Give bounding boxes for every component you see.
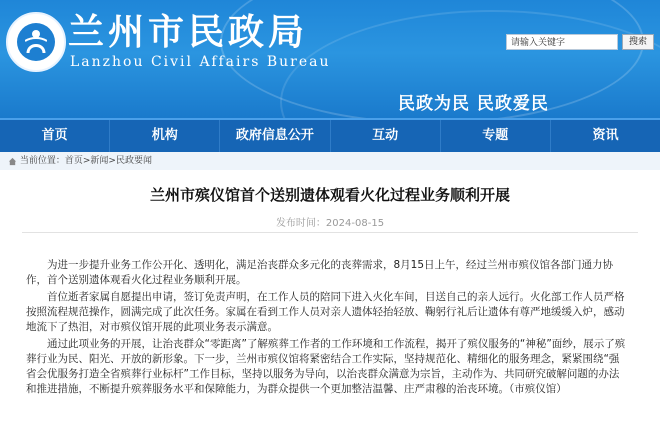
breadcrumb bbox=[0, 152, 660, 170]
site-title[interactable]: 兰州市民政局 bbox=[68, 11, 309, 53]
article-title: 兰州市殡仪馆首个送别遗体观看火化过程业务顺利开展 bbox=[149, 186, 510, 204]
bureau-logo-icon[interactable] bbox=[6, 12, 66, 72]
article-paragraph: 通过此项业务的开展，让治丧群众“零距离”了解殡葬工作者的工作环境和工作流程，揭开了殡仪服务的“神秘”面纱，展示了殡葬行业为民、阳光、开放的新形象。下一步，兰州市殡仪馆将紧密结合工作实际，坚持规范化、精细化的服务理念，紧紧围绕“强省会优服务打造全省殡葬行业标杆”工作目标，坚持以服务为导向，以治丧群众满意为宗旨，主动作为、共同研究破解问题的办法和推进措施，不断提升殡葬服务水平和保障能力，为群众提供一个更加整洁温馨、庄严肃穆的治丧环境。（市殡仪馆） bbox=[26, 338, 626, 395]
logo-figure-icon bbox=[25, 29, 47, 55]
article-body bbox=[26, 258, 626, 399]
search-button[interactable]: 搜索 bbox=[622, 34, 654, 50]
home-icon bbox=[8, 157, 17, 166]
article-paragraph: 首位逝者家属自愿提出申请，签订免责声明，在工作人员的陪同下进入火化车间，目送自己的亲人远行。火化部工作人员严格按照流程规范操作，圆满完成了此次任务。家属在看到工作人员对亲人遗体轻抬轻放、鞠躬行礼后让遗体有尊严地缓缓入炉，感动地流下了热泪，对市殡仪馆开展的此项业务表示满意。 bbox=[26, 291, 625, 333]
slogan: 民政为民 民政爱民 bbox=[398, 94, 549, 114]
nav-item-news[interactable]: 资讯 bbox=[592, 128, 619, 143]
nav-item-organization[interactable]: 机构 bbox=[110, 120, 220, 152]
search-input[interactable]: 请输入关键字 bbox=[506, 34, 618, 50]
nav-item-interaction[interactable]: 互动 bbox=[331, 120, 441, 152]
article-date: 发布时间：2024-08-15 bbox=[275, 218, 385, 229]
breadcrumb-prefix: 当前位置： bbox=[19, 156, 65, 166]
divider bbox=[22, 232, 638, 233]
article-paragraph: 为进一步提升业务工作公开化、透明化，满足治丧群众多元化的丧葬需求，8月15日上午，经过兰州市殡仪馆各部门通力协作，首个送别遗体观看火化过程业务顺利开展。 bbox=[26, 259, 614, 286]
nav-item-gov-info[interactable]: 政府信息公开 bbox=[220, 120, 330, 152]
nav-item-topics[interactable]: 专题 bbox=[441, 120, 551, 152]
breadcrumb-path[interactable]: 首页>新闻>民政要闻 bbox=[64, 156, 152, 166]
main-nav bbox=[0, 118, 660, 152]
nav-item-home[interactable]: 首页 bbox=[0, 120, 110, 152]
site-subtitle: Lanzhou Civil Affairs Bureau bbox=[70, 54, 331, 70]
site-header bbox=[0, 0, 660, 118]
